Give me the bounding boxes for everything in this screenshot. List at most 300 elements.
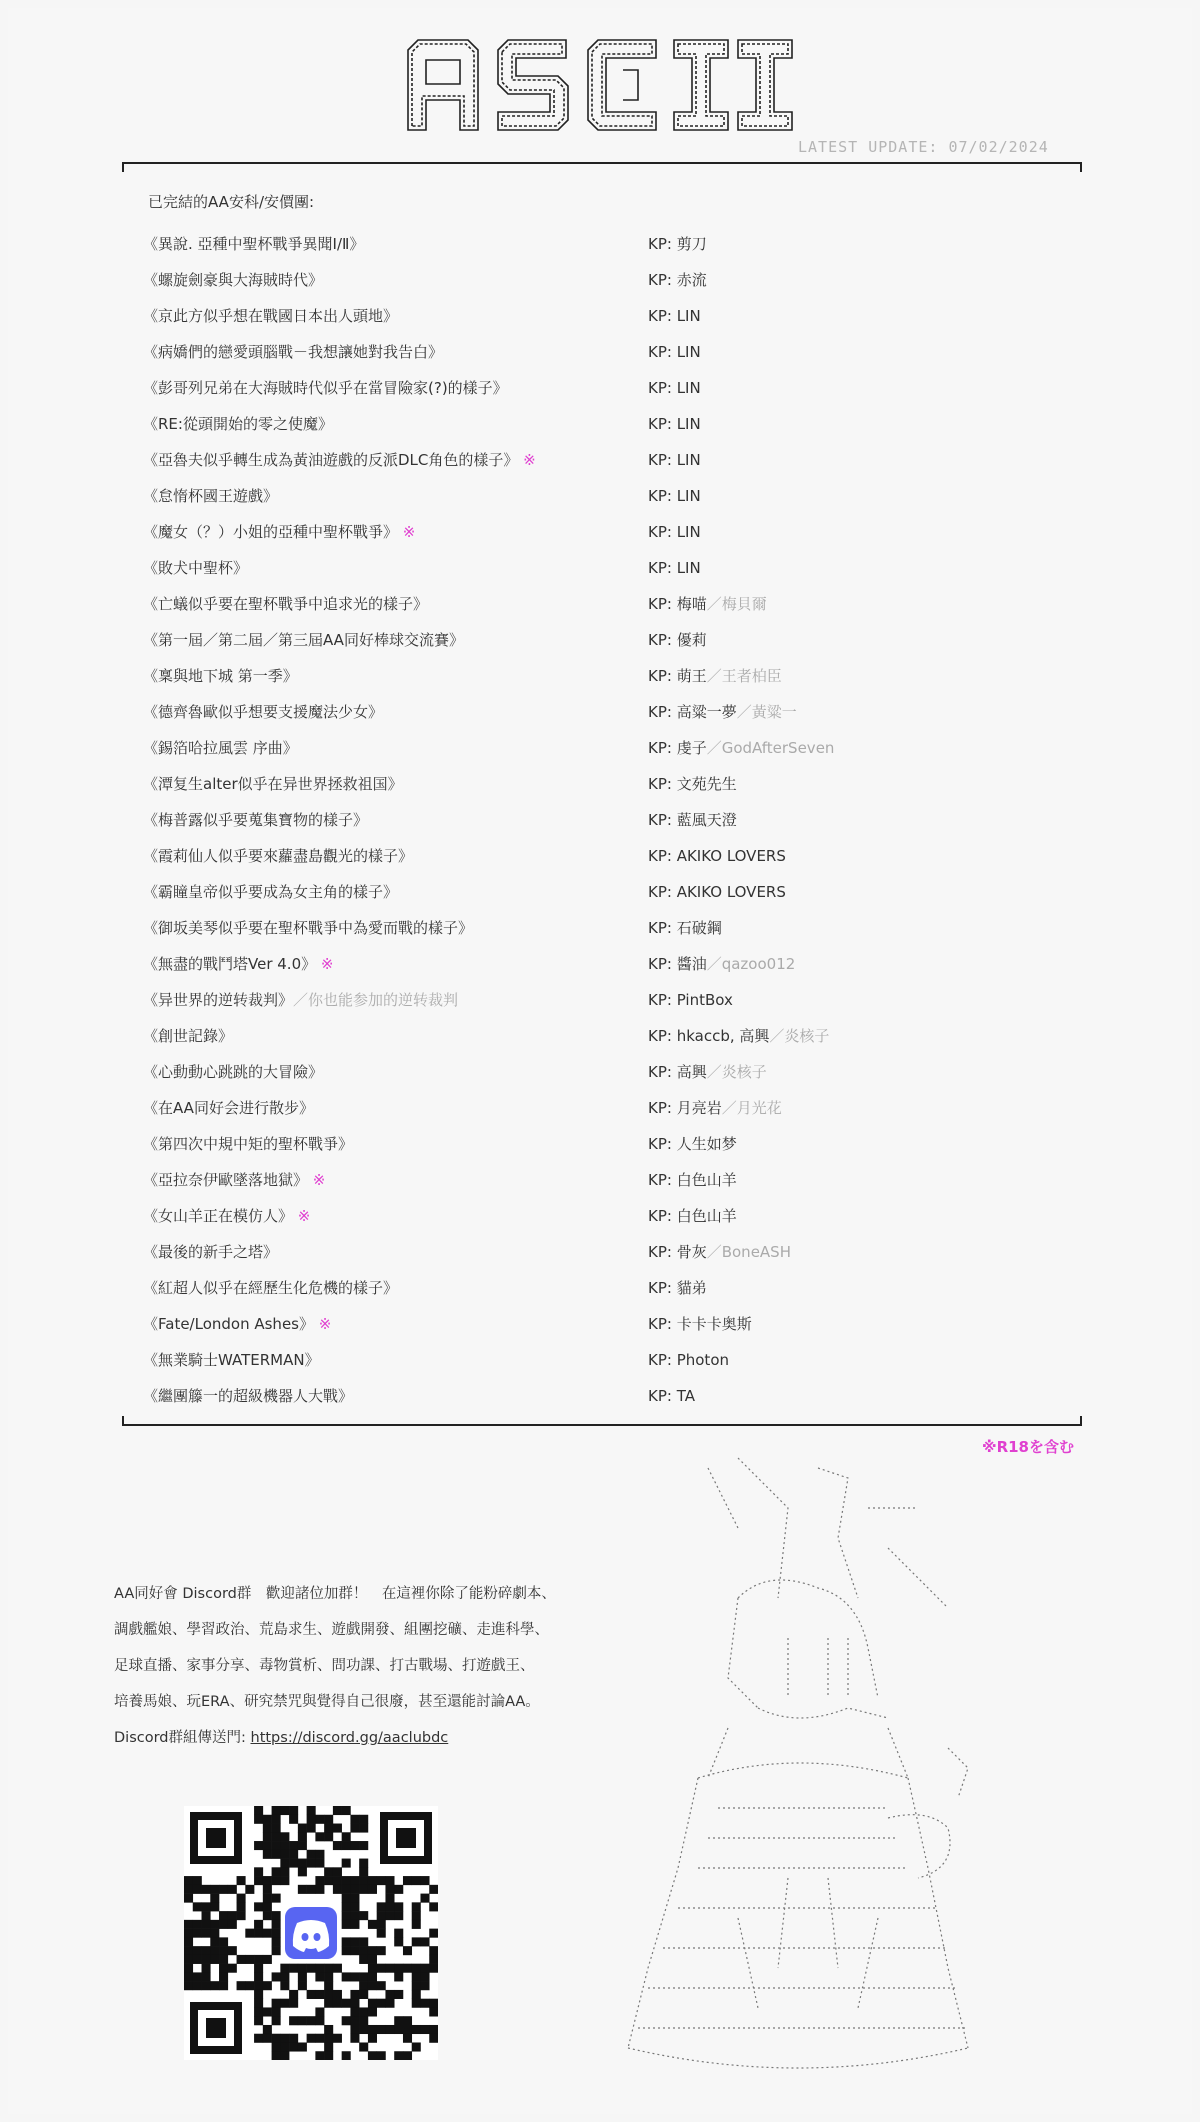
qr-module [184,1894,193,1903]
qr-module [394,1911,403,1920]
list-item-title[interactable] [143,982,458,1018]
list-item-title[interactable] [143,874,398,910]
r18-mark: ※ [318,1315,332,1333]
list-item-kp-alt: ／GodAfterSeven [706,739,835,757]
list-item-kp [648,262,707,298]
list-item-title[interactable] [143,658,298,694]
list-item-kp-name: KP: LIN [648,379,701,397]
qr-module [420,1999,429,2008]
list-item [8,334,1192,370]
qr-module [403,2016,412,2025]
discord-logo-icon [281,1903,341,1963]
list-item-title-text: 《無盡的戰鬥塔Ver 4.0》 [143,955,317,973]
qr-module [333,2034,342,2043]
qr-module [184,1929,193,1938]
qr-module [429,2034,438,2043]
list-item-title[interactable] [143,1018,233,1054]
r18-mark: ※ [297,1207,311,1225]
qr-module [350,1894,359,1903]
qr-module [307,1964,316,1973]
list-item-title[interactable] [143,730,298,766]
list-item-kp [648,730,834,766]
list-item-kp-name: KP: 藍風天澄 [648,811,737,829]
list-item-kp [648,1198,737,1234]
qr-module [385,1964,394,1973]
qr-module [350,1902,359,1911]
list-item-kp [648,1126,737,1162]
list-item-kp [648,478,701,514]
list-item-title[interactable] [143,334,443,370]
list-item-kp-name: KP: LIN [648,415,701,433]
list-item-kp [648,982,733,1018]
list-item-kp-alt: ／炎核子 [769,1027,830,1045]
qr-module [289,2042,298,2051]
qr-module [202,1920,211,1929]
qr-module [272,1876,281,1885]
list-item-kp-name: KP: 高粱一夢 [648,703,737,721]
qr-module [412,1999,421,2008]
list-item-kp-name: KP: LIN [648,487,701,505]
qr-module [272,1999,281,2008]
qr-module [315,2051,324,2060]
qr-module [333,1885,342,1894]
list-item [8,478,1192,514]
qr-module [210,1885,219,1894]
qr-module [315,1885,324,1894]
list-item-title-text: 《最後的新手之塔》 [143,1243,279,1261]
qr-module [403,1946,412,1955]
qr-module [307,2034,316,2043]
qr-module [385,1911,394,1920]
qr-module [429,1885,438,1894]
qr-module [280,1972,289,1981]
list-bottom-bracket [122,1416,1082,1426]
qr-module [350,1841,359,1850]
list-item-kp [648,910,722,946]
qr-module [315,1850,324,1859]
list-item-title[interactable] [143,910,473,946]
qr-module [359,1955,368,1964]
list-item-kp-name: KP: AKIKO LOVERS [648,883,786,901]
qr-module [315,1876,324,1885]
list-item-kp [648,298,701,334]
list-item [8,1342,1192,1378]
qr-module [298,1824,307,1833]
qr-module [289,2016,298,2025]
list-item-title-text: 《繼團籐一的超級機器人大戰》 [143,1387,354,1405]
list-item-title-text: 《無業騎士WATERMAN》 [143,1351,320,1369]
list-item-kp [648,1162,737,1198]
list-item-title[interactable] [143,262,323,298]
list-item-title[interactable] [143,586,428,622]
qr-module [342,1999,351,2008]
list-item [8,586,1192,622]
qr-module [359,1815,368,1824]
qr-module [219,1955,228,1964]
list-item-title[interactable] [143,370,508,406]
qr-module [280,1859,289,1868]
list-item-kp-name: KP: 萌王 [648,667,707,685]
list-item-title[interactable] [143,1126,353,1162]
list-item-title[interactable] [143,442,536,478]
qr-module [219,1885,228,1894]
list-item-title-text: 《敗犬中聖杯》 [143,559,249,577]
list-item-title[interactable] [143,802,368,838]
qr-module [394,2016,403,2025]
qr-module [263,1824,272,1833]
qr-module [184,1920,193,1929]
list-item [8,766,1192,802]
qr-module [272,1824,281,1833]
list-item-kp [648,406,701,442]
qr-module [429,1964,438,1973]
qr-module [420,2025,429,2034]
qr-module [368,1964,377,1973]
list-item-kp-alt: ／qazoo012 [706,955,796,973]
r18-mark: ※ [312,1171,326,1189]
qr-module [359,1937,368,1946]
list-item-kp [648,802,737,838]
qr-module [272,1937,281,1946]
list-item-title-text: 《彭哥列兄弟在大海賊時代似乎在當冒險家(?)的樣子》 [143,379,508,397]
qr-module [350,1876,359,1885]
list-item-kp-name: KP: Photon [648,1351,729,1369]
qr-module [350,1911,359,1920]
qr-module [228,1946,237,1955]
qr-module [263,2007,272,2016]
list-item-title-text: 《御坂美琴似乎要在聖杯戰爭中為愛而戰的樣子》 [143,919,474,937]
qr-module [272,1815,281,1824]
qr-module [324,1999,333,2008]
list-item-title[interactable] [143,226,364,262]
list-item-kp [648,946,795,982]
qr-module [193,1929,202,1938]
list-item-title-text: 《魔女（？）小姐的亞種中聖杯戰爭》 [143,523,399,541]
qr-module [350,1946,359,1955]
list-item-title-extra: ／你也能参加的逆转裁判 [293,991,459,1009]
qr-module [412,1920,421,1929]
qr-module [298,2016,307,2025]
list-item-title[interactable] [143,1342,320,1378]
ascii-logo [398,30,798,140]
list-item-kp [648,1270,707,1306]
qr-module [289,2034,298,2043]
qr-module [289,1806,298,1815]
qr-module [333,1964,342,1973]
qr-module [210,1955,219,1964]
list-item-title-text: 《稟與地下城 第一季》 [143,667,298,685]
qr-module [184,1981,193,1990]
qr-module [298,1867,307,1876]
qr-module [307,1806,316,1815]
list-item-kp-name: KP: 骨灰 [648,1243,707,1261]
list-item [8,1090,1192,1126]
qr-module [272,2042,281,2051]
list-item-title[interactable] [143,946,333,982]
qr-module [324,1832,333,1841]
qr-module [394,1929,403,1938]
list-item-kp-name: KP: LIN [648,451,701,469]
qr-module [263,1850,272,1859]
qr-module [324,2034,333,2043]
list-item-title[interactable] [143,1090,314,1126]
qr-module [307,1885,316,1894]
qr-module [280,1841,289,1850]
list-item-title[interactable] [143,514,415,550]
list-item-title[interactable] [143,1162,325,1198]
list-item-title-text: 《第四次中規中矩的聖杯戰爭》 [143,1135,354,1153]
list-item-title[interactable] [143,1198,310,1234]
discord-qr-code-icon [184,1806,438,2060]
qr-module [298,1859,307,1868]
qr-module [272,2034,281,2043]
qr-module [254,1841,263,1850]
qr-module [184,1885,193,1894]
list-item-title[interactable] [143,622,464,658]
qr-module [377,2025,386,2034]
list-item-title[interactable] [143,298,398,334]
list-item-kp-name: KP: hkaccb, 高興 [648,1027,770,1045]
list-item-title-text: 《病嬌們的戀愛頭腦戰－我想讓她對我告白》 [143,343,444,361]
qr-module [263,1885,272,1894]
qr-module [193,1946,202,1955]
list-item-kp [648,874,786,910]
qr-module [228,1920,237,1929]
list-item-kp-alt: ／月光花 [721,1099,782,1117]
list-item-kp-name: KP: 卡卡卡奥斯 [648,1315,752,1333]
qr-module [412,1902,421,1911]
discord-info-line-4: 培養馬娘、玩ERA、研究禁咒與覺得自己很廢，甚至還能討論AA。 [114,1694,540,1710]
qr-module [385,2025,394,2034]
discord-info-line-1: AA同好會 Discord群 歡迎諸位加群！ 在這裡你除了能粉碎劇本、 [114,1586,556,1602]
list-item-title[interactable] [143,1234,278,1270]
qr-module [263,1841,272,1850]
qr-module [254,2016,263,2025]
list-item-kp-name: KP: 優莉 [648,631,707,649]
list-item-kp-name: KP: 醬油 [648,955,707,973]
list-item-title[interactable] [143,694,383,730]
list-item-title-text: 《創世記錄》 [143,1027,234,1045]
qr-module [193,1885,202,1894]
qr-module [254,1990,263,1999]
qr-module [307,1824,316,1833]
list-item [8,910,1192,946]
ascii-art-character [588,1448,1048,2088]
qr-module [210,1902,219,1911]
discord-info-line-2: 調戲艦娘、學習政治、荒島求生、遊戲開發、組團挖礦、走進科學、 [114,1622,549,1638]
list-item [8,1054,1192,1090]
qr-module [403,2034,412,2043]
qr-module [219,1937,228,1946]
list-item-title-text: 《螺旋劍豪與大海賊時代》 [143,271,324,289]
qr-module [342,1876,351,1885]
qr-module [350,2025,359,2034]
qr-module [272,1894,281,1903]
qr-module [280,1806,289,1815]
list-item-title[interactable] [143,766,403,802]
qr-module [263,1876,272,1885]
list-item-title[interactable] [143,478,278,514]
qr-module [324,2051,333,2060]
qr-module [342,1859,351,1868]
qr-module [184,1946,193,1955]
qr-module [210,1929,219,1938]
list-item [8,1306,1192,1342]
qr-module [280,1832,289,1841]
qr-module [210,1894,219,1903]
qr-module [359,2042,368,2051]
qr-module [254,1972,263,1981]
qr-module [368,1920,377,1929]
list-item-title-text: 《霞莉仙人似乎要來蘿盡島觀光的樣子》 [143,847,414,865]
qr-module [280,2042,289,2051]
qr-module [342,2016,351,2025]
qr-module [412,1972,421,1981]
qr-module [350,1824,359,1833]
qr-module [289,1964,298,1973]
list-item-kp [648,514,701,550]
qr-module [333,1876,342,1885]
qr-module [324,1972,333,1981]
qr-module [202,1981,211,1990]
list-item-title-text: 《亡蟻似乎要在聖杯戰爭中追求光的樣子》 [143,595,429,613]
qr-module [368,2025,377,2034]
qr-module [324,1876,333,1885]
list-item-kp-name: KP: 白色山羊 [648,1171,737,1189]
qr-module [298,1841,307,1850]
list-item [8,874,1192,910]
qr-module [342,1885,351,1894]
discord-link-label: Discord群組傳送門: [114,1730,251,1746]
qr-module [184,1972,193,1981]
qr-module [368,1876,377,1885]
list-item-title[interactable] [143,838,413,874]
qr-module [429,2025,438,2034]
qr-module [359,2016,368,2025]
r18-mark: ※ [402,523,416,541]
list-item-kp [648,838,786,874]
qr-module [324,2025,333,2034]
list-item-title[interactable] [143,1306,331,1342]
qr-module [254,1929,263,1938]
list-item-title[interactable] [143,1054,323,1090]
list-item-title-text: 《RE:從頭開始的零之使魔》 [143,415,333,433]
qr-module [412,1964,421,1973]
qr-module [342,1946,351,1955]
qr-module [219,1911,228,1920]
qr-module [394,1902,403,1911]
qr-module [315,1832,324,1841]
list-item-kp-alt: ／王者柏臣 [706,667,782,685]
qr-module [237,1902,246,1911]
qr-module [385,1990,394,1999]
list-item-title-text: 《亞拉奈伊歐墜落地獄》 [143,1171,309,1189]
qr-module [315,2034,324,2043]
discord-info [114,1576,594,1756]
qr-module [298,2042,307,2051]
qr-module [272,2016,281,2025]
qr-module [342,1937,351,1946]
qr-module [342,1832,351,1841]
qr-module [385,1876,394,1885]
qr-module [350,1999,359,2008]
qr-module [219,1964,228,1973]
qr-module [394,1972,403,1981]
list-item-kp [648,1378,695,1414]
qr-module [359,2025,368,2034]
qr-module [429,1999,438,2008]
qr-module [412,2042,421,2051]
list-item-kp [648,370,701,406]
qr-module [412,1990,421,1999]
discord-invite-link[interactable]: https://discord.gg/aaclubdc [250,1730,449,1746]
qr-module [420,1981,429,1990]
qr-module [394,1885,403,1894]
list-item [8,298,1192,334]
list-item-title[interactable] [143,406,333,442]
qr-module [403,1964,412,1973]
qr-module [350,1815,359,1824]
qr-module [333,1824,342,1833]
list-item-kp-name: KP: 石破鋼 [648,919,722,937]
qr-module [342,1841,351,1850]
qr-module [359,1990,368,1999]
qr-module [368,1885,377,1894]
list-item-title-text: 《京此方似乎想在戰國日本出人頭地》 [143,307,399,325]
qr-module [254,1964,263,1973]
qr-module [385,1885,394,1894]
qr-module [272,2007,281,2016]
list-item [8,1198,1192,1234]
qr-module [263,1894,272,1903]
qr-module [324,2042,333,2051]
qr-module [412,1876,421,1885]
qr-module [272,1850,281,1859]
qr-module [272,1920,281,1929]
qr-module [280,1867,289,1876]
qr-module [315,2016,324,2025]
list-item-kp-name: KP: AKIKO LOVERS [648,847,786,865]
list-item-kp-name: KP: 梅喵 [648,595,707,613]
qr-module [307,1815,316,1824]
list-item-title-text: 《亞魯夫似乎轉生成為黃油遊戲的反派DLC角色的樣子》 [143,451,519,469]
list-item-kp-alt: ／炎核子 [706,1063,767,1081]
qr-module [263,2025,272,2034]
list-item [8,262,1192,298]
list-item-title-text: 《怠惰杯國王遊戲》 [143,487,279,505]
list-item-kp-name: KP: LIN [648,343,701,361]
list-item-title[interactable] [143,550,248,586]
qr-module [377,1981,386,1990]
qr-module [368,2034,377,2043]
qr-module [289,1990,298,1999]
qr-module [219,1920,228,1929]
qr-module [333,1867,342,1876]
r18-mark: ※ [320,955,334,973]
list-item-title[interactable] [143,1270,398,1306]
qr-module [377,1929,386,1938]
list-item [8,1270,1192,1306]
qr-module [272,2051,281,2060]
list-item-title[interactable] [143,1378,353,1414]
qr-module [289,1841,298,1850]
qr-module [237,1911,246,1920]
qr-module [342,1806,351,1815]
qr-module [324,1990,333,1999]
qr-module [254,2007,263,2016]
list-item-title-text: 《心動動心跳跳的大冒險》 [143,1063,324,1081]
qr-module [237,1894,246,1903]
